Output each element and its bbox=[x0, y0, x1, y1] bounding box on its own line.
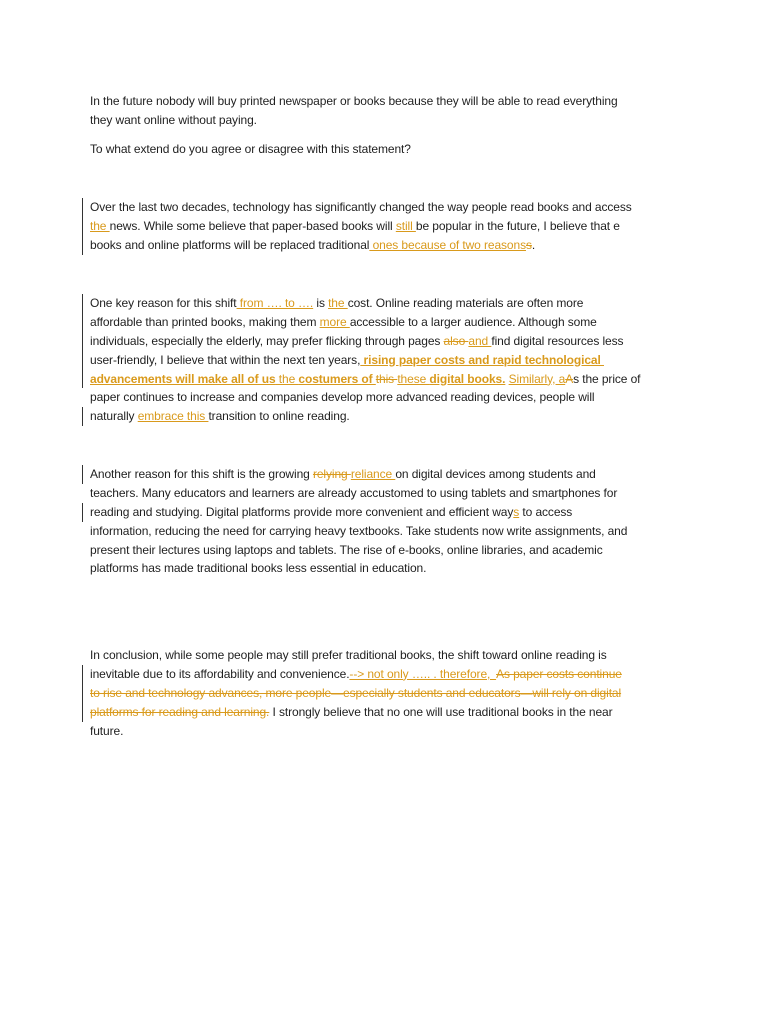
change-bar bbox=[82, 465, 83, 484]
change-bar bbox=[82, 313, 83, 332]
text-run[interactable]: s the price of bbox=[573, 371, 641, 386]
change-bar bbox=[82, 407, 83, 426]
text-line bbox=[90, 111, 618, 130]
inserted-bold-text[interactable]: rising paper costs and rapid technological bbox=[360, 352, 604, 367]
text-run[interactable]: Over the last two decades, technology has significantly changed the way people read books and access bbox=[90, 200, 632, 214]
text-line bbox=[90, 388, 640, 407]
text-run[interactable]: . bbox=[531, 237, 536, 252]
paragraph bbox=[90, 294, 640, 426]
inserted-text[interactable]: and bbox=[468, 333, 492, 348]
change-bar bbox=[82, 217, 83, 236]
text-line bbox=[90, 407, 640, 426]
text-line bbox=[90, 370, 640, 389]
change-bar bbox=[82, 684, 83, 703]
change-bar bbox=[82, 665, 83, 684]
paragraph bbox=[90, 646, 622, 740]
text-run[interactable]: future. bbox=[90, 723, 124, 738]
deleted-text[interactable]: also bbox=[443, 333, 469, 348]
text-line bbox=[90, 465, 627, 484]
text-run[interactable]: find digital resources less bbox=[491, 333, 624, 348]
text-line bbox=[90, 217, 632, 236]
paragraph bbox=[90, 198, 632, 255]
text-line bbox=[90, 294, 640, 313]
text-run[interactable]: affordable than printed books, making them bbox=[90, 314, 320, 329]
text-run[interactable]: they want online without paying. bbox=[90, 112, 257, 127]
inserted-text[interactable]: these bbox=[397, 371, 430, 386]
text-run[interactable]: In conclusion, while some people may still prefer traditional books, the shift toward online reading is bbox=[90, 648, 607, 662]
text-line bbox=[90, 541, 627, 560]
text-run[interactable]: to access bbox=[519, 504, 573, 519]
text-line bbox=[90, 703, 622, 722]
paragraph bbox=[90, 92, 618, 130]
change-bar bbox=[82, 332, 83, 351]
text-run[interactable]: platforms has made traditional books less essential in education. bbox=[90, 561, 427, 576]
change-bar bbox=[82, 503, 83, 522]
text-run[interactable]: present their lectures using laptops and tablets. The rise of e-books, online libraries, and academic bbox=[90, 542, 603, 557]
text-run[interactable]: reading and studying. Digital platforms provide more convenient and efficient way bbox=[90, 504, 514, 519]
text-run[interactable]: accessible to a larger audience. Although some bbox=[349, 314, 597, 329]
inserted-bold-text[interactable]: costumers of bbox=[298, 371, 376, 386]
text-line bbox=[90, 484, 627, 503]
text-line bbox=[90, 522, 627, 541]
text-line bbox=[90, 351, 640, 370]
text-run[interactable]: news. While some believe that paper-based books will bbox=[109, 218, 396, 233]
text-run[interactable]: user-friendly, I believe that within the next ten years, bbox=[90, 352, 361, 367]
text-run[interactable]: naturally bbox=[90, 409, 138, 424]
deleted-text[interactable]: A bbox=[565, 371, 574, 386]
change-bar bbox=[82, 198, 83, 217]
text-run[interactable]: Another reason for this shift is the growing bbox=[90, 467, 313, 481]
text-line bbox=[90, 665, 622, 684]
text-line bbox=[90, 236, 632, 255]
change-bar bbox=[82, 703, 83, 722]
inserted-text[interactable]: the bbox=[328, 296, 348, 310]
text-line bbox=[90, 92, 618, 111]
inserted-text[interactable]: Similarly, a bbox=[508, 371, 566, 386]
deleted-text[interactable]: As paper costs continue bbox=[496, 666, 622, 681]
inserted-text[interactable]: the bbox=[90, 218, 110, 233]
deleted-text[interactable]: this bbox=[375, 371, 398, 386]
inserted-text[interactable]: ones because of two reasons bbox=[369, 237, 526, 252]
change-bar bbox=[82, 236, 83, 255]
inserted-text[interactable]: more bbox=[319, 314, 350, 329]
inserted-text[interactable]: from …. to …. bbox=[236, 296, 314, 310]
text-run[interactable]: be popular in the future, I believe that e bbox=[415, 218, 620, 233]
text-run[interactable]: is bbox=[313, 296, 329, 310]
text-line bbox=[90, 722, 622, 741]
text-run[interactable]: I strongly believe that no one will use traditional books in the near bbox=[269, 704, 613, 719]
inserted-text[interactable]: s bbox=[513, 504, 520, 519]
deleted-text[interactable]: s bbox=[525, 237, 532, 252]
change-bar bbox=[82, 370, 83, 389]
text-run[interactable]: One key reason for this shift bbox=[90, 296, 237, 310]
text-run[interactable]: information, reducing the need for carrying heavy textbooks. Take students now write assignments, and bbox=[90, 523, 628, 538]
inserted-text[interactable]: --> not only ….. . therefore, bbox=[349, 666, 497, 681]
inserted-text[interactable]: embrace this bbox=[137, 409, 209, 424]
inserted-text[interactable]: still bbox=[395, 218, 416, 233]
text-run[interactable]: on digital devices among students and bbox=[395, 467, 596, 481]
deleted-text[interactable]: to rise and technology advances, more people—especially students and educators—will rely on digital bbox=[90, 685, 622, 700]
text-run[interactable]: cost. Online reading materials are often more bbox=[347, 296, 584, 310]
text-run[interactable]: inevitable due to its affordability and convenience. bbox=[90, 666, 350, 681]
inserted-bold-text[interactable]: advancements will make all of us bbox=[90, 371, 276, 386]
text-run[interactable]: individuals, especially the elderly, may prefer flicking through pages bbox=[90, 333, 444, 348]
paragraph bbox=[90, 140, 411, 159]
text-run[interactable]: In the future nobody will buy printed newspaper or books because they will be able to read everything bbox=[90, 94, 618, 108]
text-line bbox=[90, 198, 632, 217]
text-run[interactable]: transition to online reading. bbox=[208, 409, 350, 424]
paragraph bbox=[90, 465, 627, 578]
inserted-bold-text[interactable]: digital books. bbox=[429, 371, 506, 386]
text-line bbox=[90, 559, 627, 578]
inserted-text[interactable]: the bbox=[275, 371, 299, 386]
inserted-text[interactable]: reliance bbox=[350, 467, 396, 481]
text-line bbox=[90, 503, 627, 522]
text-line bbox=[90, 140, 411, 159]
text-run[interactable]: teachers. Many educators and learners are already accustomed to using tablets and smartphones for bbox=[90, 485, 618, 500]
text-line bbox=[90, 313, 640, 332]
deleted-text[interactable]: relying bbox=[312, 467, 351, 481]
text-line bbox=[90, 684, 622, 703]
deleted-text[interactable]: platforms for reading and learning. bbox=[90, 704, 270, 719]
text-line bbox=[90, 646, 622, 665]
text-run[interactable]: books and online platforms will be replaced traditional bbox=[90, 237, 370, 252]
change-bar bbox=[82, 294, 83, 313]
text-line bbox=[90, 332, 640, 351]
text-run[interactable]: paper continues to increase and companies develop more advanced reading devices, people will bbox=[90, 390, 595, 405]
change-bar bbox=[82, 351, 83, 370]
text-run[interactable]: To what extend do you agree or disagree with this statement? bbox=[90, 142, 411, 156]
